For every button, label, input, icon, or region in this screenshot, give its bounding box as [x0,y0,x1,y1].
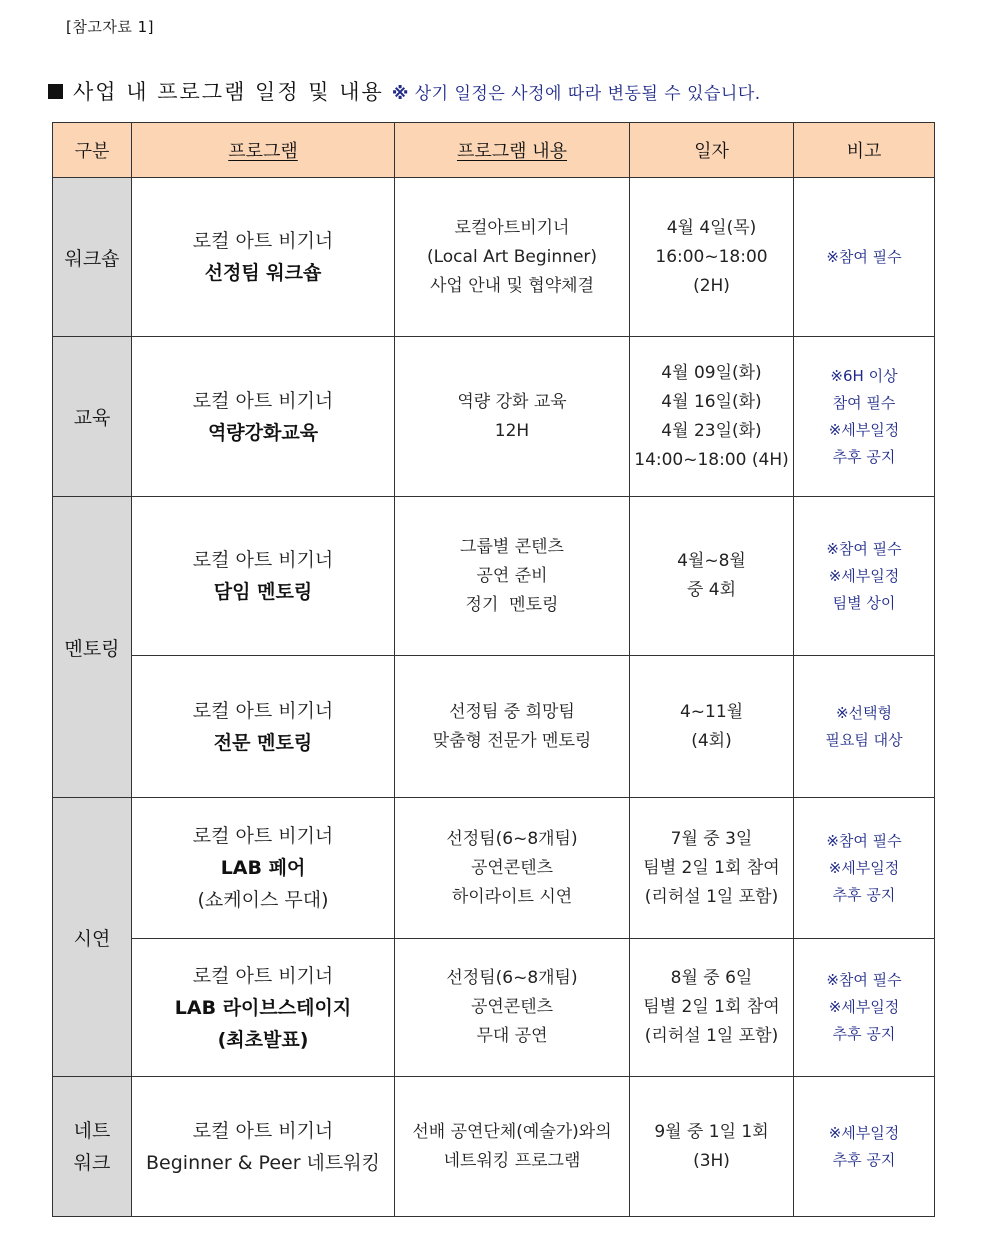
heading-title: 사업 내 프로그램 일정 및 내용 [73,80,384,104]
remark-cell: ※세부일정 추후 공지 [794,1077,935,1217]
program-cell: 로컬 아트 비기너 Beginner & Peer 네트워킹 [132,1077,395,1217]
header-program: 프로그램 [132,123,395,178]
section-heading [48,76,968,106]
table-row [53,656,935,798]
program-cell: 로컬 아트 비기너 LAB 페어 (쇼케이스 무대) [132,798,395,939]
date-cell: 4~11월 (4회) [630,656,794,798]
category-cell: 시연 [53,798,132,1077]
remark-cell: ※참여 필수 ※세부일정 추후 공지 [794,798,935,939]
date-cell: 4월~8월 중 4회 [630,497,794,656]
remark-cell: ※참여 필수 ※세부일정 팀별 상이 [794,497,935,656]
remark-cell: ※선택형 필요팀 대상 [794,656,935,798]
content-cell: 선배 공연단체(예술가)와의 네트워킹 프로그램 [395,1077,630,1217]
content-cell: 그룹별 콘텐츠 공연 준비 정기 멘토링 [395,497,630,656]
program-cell: 로컬 아트 비기너 역량강화교육 [132,337,395,497]
table-row [53,337,935,497]
table-row [53,939,935,1077]
date-cell: 4월 09일(화) 4월 16일(화) 4월 23일(화) 14:00~18:00 (4H) [630,337,794,497]
table-row [53,798,935,939]
header-content: 프로그램 내용 [395,123,630,178]
date-cell: 7월 중 3일 팀별 2일 1회 참여 (리허설 1일 포함) [630,798,794,939]
reference-mark-icon: ※ [391,84,409,104]
content-cell: 선정팀 중 희망팀 맞춤형 전문가 멘토링 [395,656,630,798]
program-schedule-table [52,122,935,1217]
content-cell: 역량 강화 교육 12H [395,337,630,497]
square-bullet-icon [48,84,63,99]
table-row [53,178,935,337]
program-cell: 로컬 아트 비기너 전문 멘토링 [132,656,395,798]
category-cell: 교육 [53,337,132,497]
header-date: 일자 [630,123,794,178]
content-cell: 로컬아트비기너 (Local Art Beginner) 사업 안내 및 협약체결 [395,178,630,337]
table-row [53,1077,935,1217]
date-cell: 8월 중 6일 팀별 2일 1회 참여 (리허설 1일 포함) [630,939,794,1077]
date-cell: 4월 4일(목) 16:00~18:00 (2H) [630,178,794,337]
category-cell: 워크숍 [53,178,132,337]
category-cell: 멘토링 [53,497,132,798]
heading-note [392,84,761,104]
table-header-row [53,123,935,178]
program-cell: 로컬 아트 비기너 LAB 라이브스테이지 (최초발표) [132,939,395,1077]
heading-note-text: 상기 일정은 사정에 따라 변동될 수 있습니다. [414,84,761,104]
remark-cell: ※6H 이상 참여 필수 ※세부일정 추후 공지 [794,337,935,497]
remark-cell: ※참여 필수 ※세부일정 추후 공지 [794,939,935,1077]
content-cell: 선정팀(6~8개팀) 공연콘텐츠 하이라이트 시연 [395,798,630,939]
header-remark: 비고 [794,123,935,178]
category-cell: 네트 워크 [53,1077,132,1217]
table-row [53,497,935,656]
header-category: 구분 [53,123,132,178]
content-cell: 선정팀(6~8개팀) 공연콘텐츠 무대 공연 [395,939,630,1077]
remark-cell: ※참여 필수 [794,178,935,337]
date-cell: 9월 중 1일 1회 (3H) [630,1077,794,1217]
program-cell: 로컬 아트 비기너 선정팀 워크숍 [132,178,395,337]
reference-label: [참고자료 1] [66,18,154,36]
program-cell: 로컬 아트 비기너 담임 멘토링 [132,497,395,656]
